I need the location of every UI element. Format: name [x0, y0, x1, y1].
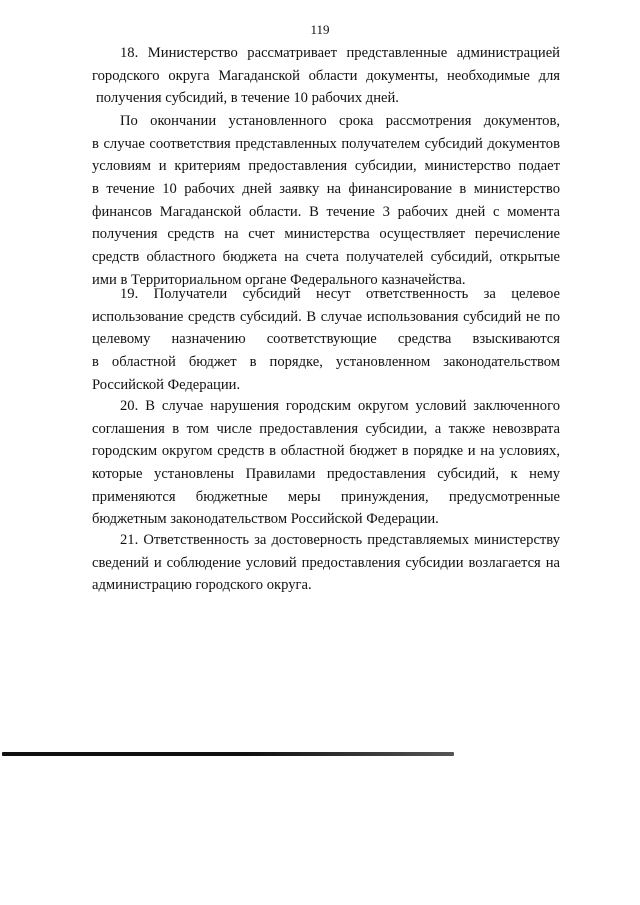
- text-line: использование средств субсидий. В случае использования субсидий не по: [92, 308, 560, 325]
- text-line: сведений и соблюдение условий предоставления субсидии возлагается на: [92, 554, 560, 571]
- text-line: ими в Территориальном органе Федерального казначейства.: [92, 271, 466, 288]
- text-line: получения субсидий, в течение 10 рабочих дней.: [96, 90, 399, 107]
- paragraph-19: [92, 283, 560, 396]
- page-number: 119: [310, 22, 330, 37]
- paragraph-21: [92, 529, 560, 597]
- text-line: городским округом средств в областной бюджет в порядке и на условиях,: [92, 443, 560, 460]
- text-line: получения средств на счет министерства осуществляет перечисление: [92, 226, 560, 243]
- text-line: которые установлены Правилами предоставления субсидий, к нему: [92, 466, 560, 483]
- text-line: городского округа Магаданской области документы, необходимые для: [92, 67, 560, 84]
- text-line: в областной бюджет в порядке, установленном законодательством: [92, 354, 560, 371]
- text-line: целевому назначению соответствующие средства взыскиваются: [92, 331, 560, 348]
- text-line: соглашения в том числе предоставления субсидии, а также невозврата: [92, 420, 560, 437]
- text-line: администрацию городского округа.: [92, 577, 312, 594]
- paragraph-18: [92, 42, 560, 110]
- text-line: условиям и критериям предоставления субсидии, министерство подает: [92, 158, 560, 175]
- paragraph-20: [92, 395, 560, 531]
- text-line: 20. В случае нарушения городским округом условий заключенного: [120, 398, 560, 414]
- text-line: в течение 10 рабочих дней заявку на финансирование в министерство: [92, 181, 560, 198]
- text-line: в случае соответствия представленных получателем субсидий документов: [92, 135, 560, 152]
- text-line: средств областного бюджета на счета получателей субсидий, открытые: [92, 249, 560, 266]
- text-line: 18. Министерство рассматривает представленные администрацией: [120, 45, 560, 61]
- text-line: 21. Ответственность за достоверность представляемых министерству: [120, 532, 560, 548]
- text-line: применяются бюджетные меры принуждения, предусмотренные: [92, 488, 560, 505]
- text-line: финансов Магаданской области. В течение 3 рабочих дней с момента: [92, 203, 560, 220]
- text-line: По окончании установленного срока рассмотрения документов,: [120, 113, 560, 129]
- text-line: бюджетным законодательством Российской Федерации.: [92, 511, 439, 528]
- text-line: 19. Получатели субсидий несут ответственность за целевое: [120, 286, 560, 302]
- horizontal-rule: [2, 752, 454, 756]
- paragraph-18-continuation: [92, 110, 560, 292]
- text-line: Российской Федерации.: [92, 376, 241, 393]
